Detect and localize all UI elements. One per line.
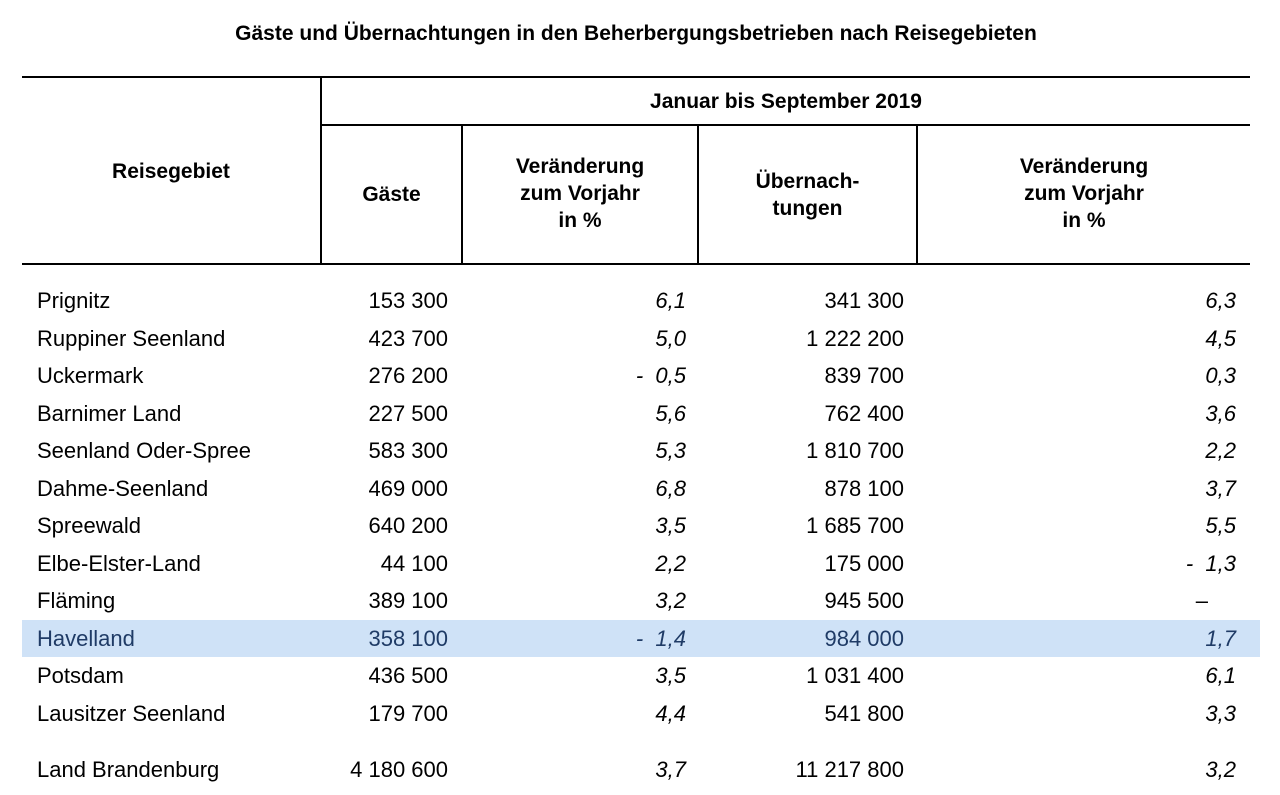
cell-nights-change: 6,3 (1205, 288, 1236, 313)
cell-guests-change: - 1,4 (635, 626, 686, 651)
table-row-highlighted[interactable] (22, 620, 1260, 657)
cell-region: Spreewald (37, 513, 141, 538)
table-row (22, 470, 1260, 507)
cell-guests: 4 180 600 (350, 757, 448, 782)
cell-guests: 423 700 (368, 326, 448, 351)
cell-guests: 389 100 (368, 588, 448, 613)
cell-nights: 1 810 700 (806, 438, 904, 463)
table-row (22, 320, 1260, 357)
header-guests-change-line3: in % (558, 209, 602, 232)
cell-region: Seenland Oder-Spree (37, 438, 252, 463)
header-guests: Gäste (362, 183, 421, 206)
cell-nights-change: 6,1 (1205, 663, 1236, 688)
cell-nights: 341 300 (824, 288, 904, 313)
cell-nights-change: 4,5 (1205, 326, 1236, 351)
cell-nights-change: 1,7 (1205, 626, 1236, 651)
cell-guests: 179 700 (368, 701, 448, 726)
cell-guests: 153 300 (368, 288, 448, 313)
cell-nights: 541 800 (824, 701, 904, 726)
cell-region: Uckermark (37, 363, 144, 388)
cell-nights-change: 2,2 (1205, 438, 1236, 463)
cell-guests-change: 5,6 (655, 401, 686, 426)
cell-nights-change: 0,3 (1205, 363, 1236, 388)
cell-nights: 984 000 (824, 626, 904, 651)
cell-guests-change: - 0,5 (635, 363, 686, 388)
cell-nights-change: 3,7 (1205, 476, 1236, 501)
cell-nights: 1 031 400 (806, 663, 904, 688)
cell-region: Fläming (37, 588, 116, 613)
header-nights-line2: tungen (772, 197, 843, 220)
cell-guests: 469 000 (368, 476, 448, 501)
header-nights (699, 168, 916, 222)
table-title: Gäste und Übernachtungen in den Beherbergungsbetrieben nach Reisegebieten (235, 22, 1037, 45)
cell-nights-change: 3,2 (1205, 757, 1236, 782)
table-row (22, 395, 1260, 432)
cell-region: Dahme-Seenland (37, 476, 209, 501)
header-nights-change-line1: Veränderung (1019, 155, 1149, 178)
cell-nights-change: – (1195, 588, 1208, 613)
cell-nights-change: 3,6 (1205, 401, 1236, 426)
cell-guests-change: 3,7 (655, 757, 686, 782)
table-row (22, 357, 1260, 394)
table-row (22, 432, 1260, 469)
cell-nights-change: - 1,3 (1185, 551, 1236, 576)
table-row (22, 507, 1260, 544)
header-nights-change-line3: in % (1062, 209, 1106, 232)
top-rule (22, 76, 1250, 78)
cell-nights: 1 222 200 (806, 326, 904, 351)
cell-guests-change: 6,8 (655, 476, 686, 501)
cell-nights: 762 400 (824, 401, 904, 426)
header-nights-change (918, 153, 1250, 234)
cell-guests-change: 3,5 (655, 663, 686, 688)
cell-region: Elbe-Elster-Land (37, 551, 201, 576)
cell-nights: 945 500 (824, 588, 904, 613)
header-guests-change-line2: zum Vorjahr (520, 182, 640, 205)
table-total-row (22, 751, 1260, 788)
header-guests-change (463, 153, 697, 234)
cell-guests-change: 3,5 (655, 513, 686, 538)
cell-nights: 1 685 700 (806, 513, 904, 538)
header-guests-change-line1: Veränderung (515, 155, 645, 178)
cell-region: Potsdam (37, 663, 124, 688)
cell-region: Havelland (37, 626, 135, 651)
cell-guests: 436 500 (368, 663, 448, 688)
table-row (22, 657, 1260, 694)
cell-guests: 44 100 (380, 551, 448, 576)
cell-nights: 175 000 (824, 551, 904, 576)
cell-region: Ruppiner Seenland (37, 326, 226, 351)
cell-guests-change: 5,0 (655, 326, 686, 351)
cell-region: Land Brandenburg (37, 757, 220, 782)
header-period: Januar bis September 2019 (650, 90, 922, 113)
cell-guests: 583 300 (368, 438, 448, 463)
cell-region: Prignitz (37, 288, 111, 313)
cell-guests: 358 100 (368, 626, 448, 651)
cell-region: Lausitzer Seenland (37, 701, 226, 726)
header-nights-change-line2: zum Vorjahr (1024, 182, 1144, 205)
cell-nights: 878 100 (824, 476, 904, 501)
cell-nights: 839 700 (824, 363, 904, 388)
cell-region: Barnimer Land (37, 401, 182, 426)
cell-guests-change: 2,2 (655, 551, 686, 576)
table-row (22, 695, 1260, 732)
cell-guests: 276 200 (368, 363, 448, 388)
header-bottom-rule (22, 263, 1250, 265)
header-nights-line1: Übernach- (755, 170, 860, 193)
cell-nights: 11 217 800 (795, 757, 904, 782)
cell-guests-change: 3,2 (655, 588, 686, 613)
cell-nights-change: 3,3 (1205, 701, 1236, 726)
table-row (22, 282, 1260, 319)
table-row (22, 545, 1260, 582)
cell-nights-change: 5,5 (1205, 513, 1236, 538)
cell-guests-change: 5,3 (655, 438, 686, 463)
cell-guests-change: 4,4 (655, 701, 686, 726)
table-row (22, 582, 1260, 619)
header-region: Reisegebiet (112, 160, 230, 183)
cell-guests: 227 500 (368, 401, 448, 426)
cell-guests-change: 6,1 (655, 288, 686, 313)
cell-guests: 640 200 (368, 513, 448, 538)
